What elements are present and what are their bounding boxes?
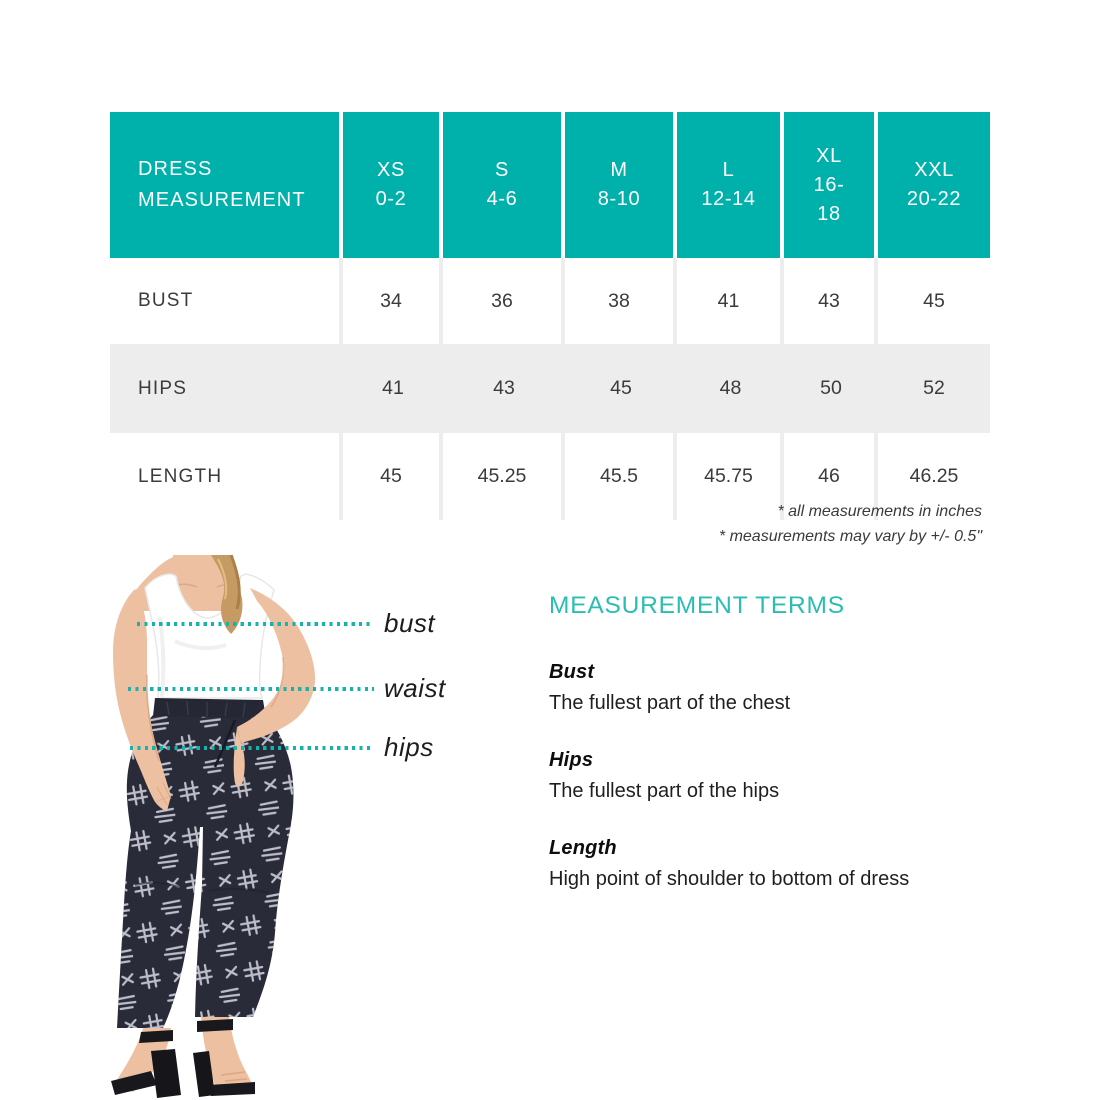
size-range-line2: 18 <box>817 202 841 225</box>
size-range: 20-22 <box>906 188 962 210</box>
table-cell-hips-m: 45 <box>565 344 677 433</box>
waist-measure-line <box>128 687 374 691</box>
size-range: 12-14 <box>701 188 756 210</box>
column-header-xxl <box>878 112 990 258</box>
size-range: 4-6 <box>486 188 518 210</box>
measurement-terms-heading: MEASUREMENT TERMS <box>549 592 845 619</box>
term-length <box>549 837 979 894</box>
term-bust <box>549 661 979 718</box>
waist-line-label: waist <box>384 673 446 703</box>
size-name: L <box>722 159 735 181</box>
table-cell-bust-l: 41 <box>677 258 784 344</box>
table-cell-length-xxl: 46.25 <box>878 433 990 520</box>
column-header-s <box>443 112 565 258</box>
size-table <box>110 112 990 520</box>
column-header-xs <box>343 112 443 258</box>
hips-measure-line <box>130 746 374 750</box>
table-header-measurement <box>110 112 343 258</box>
table-cell-length-m: 45.5 <box>565 433 677 520</box>
hips-line-label: hips <box>384 732 434 762</box>
table-cell-hips-xl: 50 <box>784 344 878 433</box>
size-name: XS <box>377 159 405 181</box>
size-range: 8-10 <box>597 188 641 210</box>
column-header-m <box>565 112 677 258</box>
row-label-bust: BUST <box>110 258 343 344</box>
table-cell-bust-m: 38 <box>565 258 677 344</box>
table-cell-hips-s: 43 <box>443 344 565 433</box>
table-cell-bust-xl: 43 <box>784 258 878 344</box>
footnote-variance: * measurements may vary by +/- 0.5" <box>718 528 982 545</box>
size-name: XL <box>816 144 842 167</box>
term-definition: High point of shoulder to bottom of dress <box>549 868 910 890</box>
model-photo-illustration <box>105 555 320 1100</box>
table-cell-length-xs: 45 <box>343 433 443 520</box>
table-cell-bust-xxl: 45 <box>878 258 990 344</box>
size-range: 0-2 <box>375 188 407 210</box>
size-range: 16- <box>813 173 845 196</box>
table-title-line2: MEASUREMENT <box>138 189 306 211</box>
term-definition: The fullest part of the hips <box>549 780 780 802</box>
term-name: Hips <box>549 749 594 771</box>
size-name: S <box>495 159 509 181</box>
row-label-hips: HIPS <box>110 344 343 433</box>
table-cell-hips-xs: 41 <box>343 344 443 433</box>
table-cell-hips-l: 48 <box>677 344 784 433</box>
table-cell-bust-s: 36 <box>443 258 565 344</box>
bust-measure-line <box>137 622 374 626</box>
term-name: Length <box>549 837 617 859</box>
term-name: Bust <box>549 661 595 683</box>
size-name: M <box>610 159 628 181</box>
term-definition: The fullest part of the chest <box>549 692 791 714</box>
footnote-units: * all measurements in inches <box>777 503 982 520</box>
table-cell-bust-xs: 34 <box>343 258 443 344</box>
table-footnotes <box>719 499 982 549</box>
column-header-xl <box>784 112 878 258</box>
table-title-line1: DRESS <box>138 158 213 180</box>
measurement-terms-section <box>549 592 979 925</box>
bust-line-label: bust <box>384 608 436 638</box>
size-name: XXL <box>914 159 954 181</box>
term-hips <box>549 749 979 806</box>
table-cell-length-s: 45.25 <box>443 433 565 520</box>
column-header-l <box>677 112 784 258</box>
table-cell-length-xl: 46 <box>784 433 878 520</box>
row-label-length: LENGTH <box>110 433 343 520</box>
table-cell-hips-xxl: 52 <box>878 344 990 433</box>
table-cell-length-l: 45.75 <box>677 433 784 520</box>
